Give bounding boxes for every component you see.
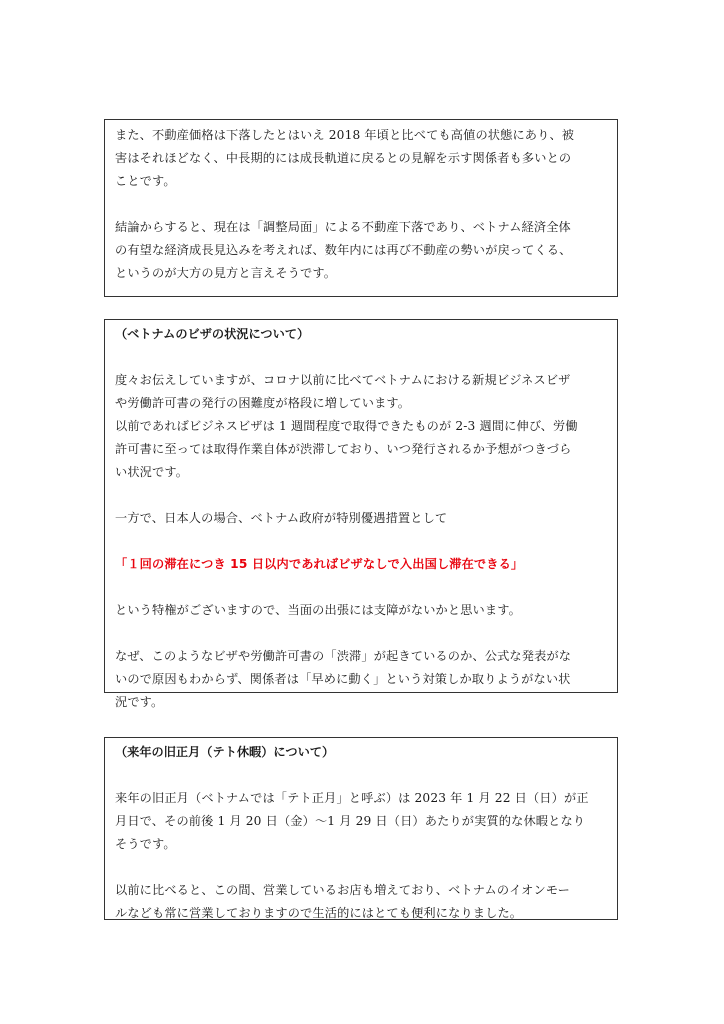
paragraph-line: そうです。 [115, 837, 176, 851]
paragraph-line: ことです。 [115, 174, 176, 188]
highlighted-visa-exemption: 「１回の滞在につき 15 日以内であればビザなしで入出国し滞在できる」 [115, 557, 524, 571]
paragraph-line: という特権がございますので、当面の出張には支障がないかと思います。 [115, 603, 521, 617]
section-heading: （来年の旧正月（テト休暇）について） [115, 745, 335, 759]
paragraph-line: 来年の旧正月（ベトナムでは「テト正月」と呼ぶ）は 2023 年 1 月 22 日（日）が正 [115, 791, 589, 805]
visa-section [104, 319, 618, 709]
paragraph-line: 況です。 [115, 695, 164, 709]
paragraph-line: や労働許可書の発行の困難度が格段に増しています。 [115, 396, 411, 410]
paragraph-line: いので原因もわからず、関係者は「早めに動く」という対策しか取りようがない状 [115, 672, 571, 686]
paragraph-spacer [115, 764, 607, 787]
paragraph-spacer [115, 530, 607, 553]
paragraph-line: 一方で、日本人の場合、ベトナム政府が特別優遇措置として [115, 511, 448, 525]
section-heading: （ベトナムのビザの状況について） [115, 327, 310, 341]
paragraph-spacer [115, 346, 607, 369]
paragraph-line: また、不動産価格は下落したとはいえ 2018 年頃と比べても高値の状態にあり、被 [115, 128, 575, 142]
paragraph-line: というのが大方の見方と言えそうです。 [115, 266, 337, 280]
paragraph-line: 以前に比べると、この間、営業しているお店も増えており、ベトナムのイオンモー [115, 883, 571, 897]
paragraph-line: 許可書に至っては取得作業自体が渋滞しており、いつ発行されるか予想がつきづら [115, 442, 572, 456]
paragraph-line: 度々お伝えしていますが、コロナ以前に比べてベトナムにおける新規ビジネスビザ [115, 373, 571, 387]
paragraph-spacer [115, 484, 607, 507]
paragraph-line: 月日で、その前後 1 月 20 日（金）～1 月 29 日（日）あたりが実質的な休暇となり [115, 814, 586, 828]
paragraph-spacer [115, 856, 607, 879]
paragraph-line: 害はそれほどなく、中長期的には成長軌道に戻るとの見解を示す関係者も多いとの [115, 151, 572, 165]
paragraph-line: の有望な経済成長見込みを考えれば、数年内には再び不動産の勢いが戻ってくる、 [115, 243, 572, 257]
tet-holiday-section [104, 737, 618, 920]
paragraph-spacer [115, 576, 607, 599]
paragraph-line: 結論からすると、現在は「調整局面」による不動産下落であり、ベトナム経済全体 [115, 220, 571, 234]
paragraph-line: い状況です。 [115, 465, 189, 479]
paragraph-line: なぜ、このようなビザや労働許可書の「渋滞」が起きているのか、公式な発表がな [115, 649, 572, 663]
real-estate-section [104, 119, 618, 297]
paragraph-spacer [115, 193, 607, 216]
paragraph-line: 以前であればビジネスビザは 1 週間程度で取得できたものが 2-3 週間に伸び、労働 [115, 419, 578, 433]
paragraph-spacer [115, 622, 607, 645]
paragraph-line: ルなども常に営業しておりますので生活的にはとても便利になりました。 [115, 906, 523, 920]
